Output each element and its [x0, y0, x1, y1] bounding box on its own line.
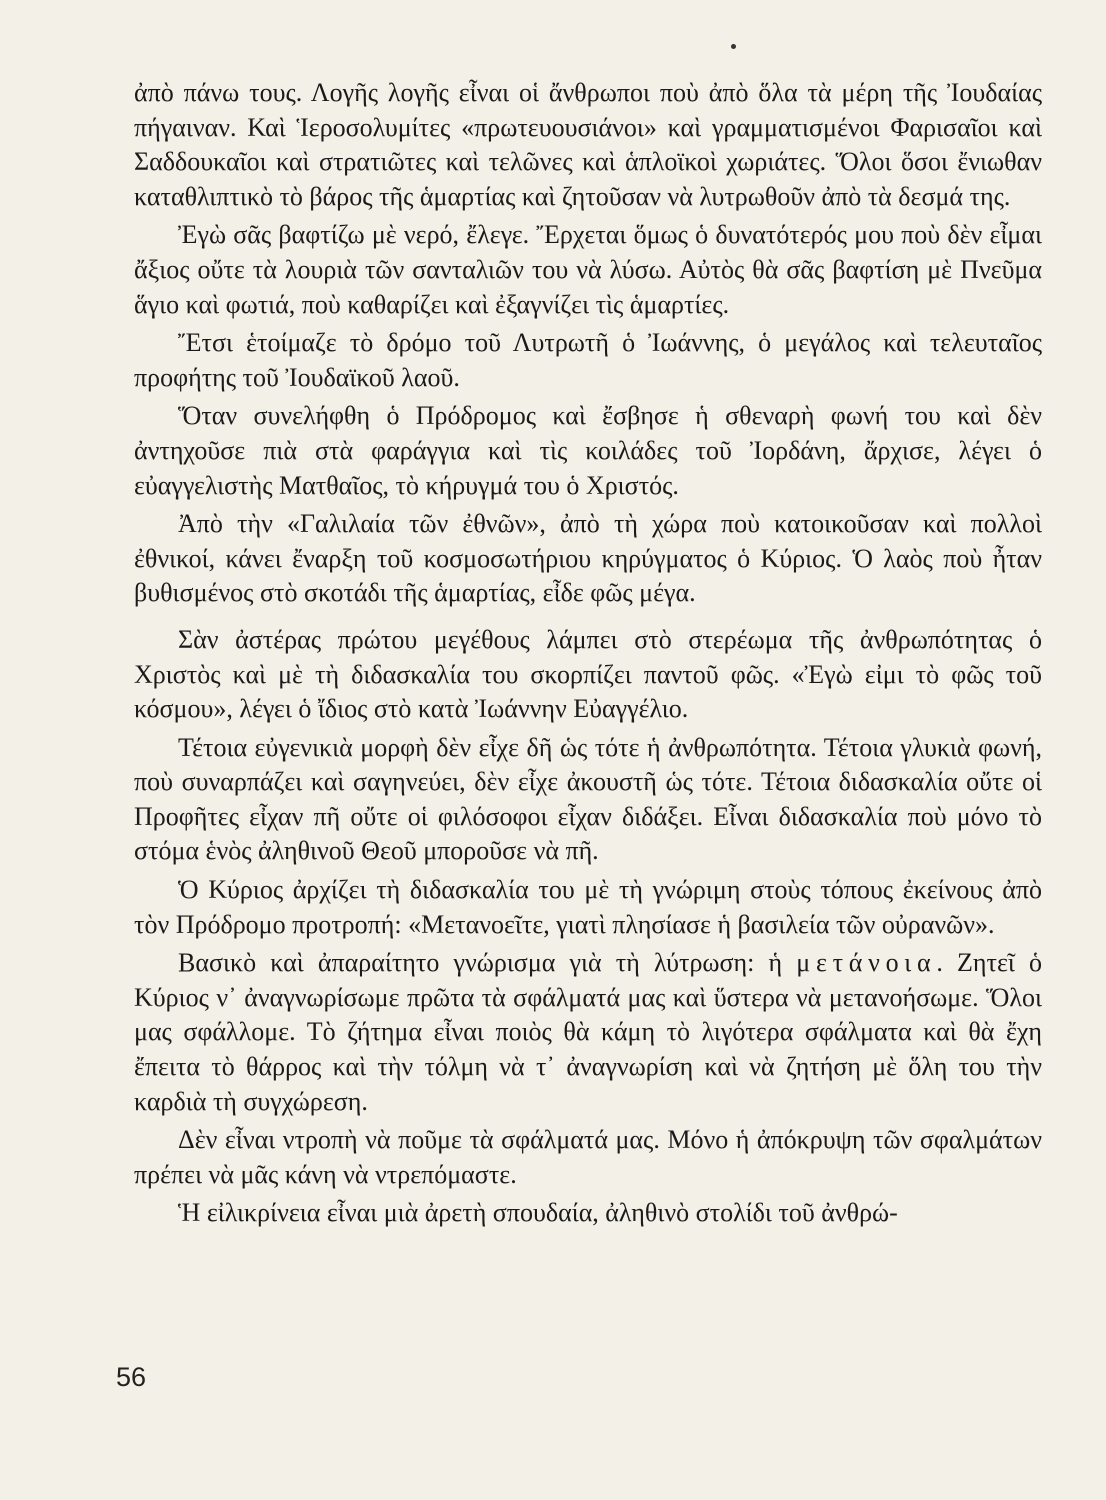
paragraph-3: Ἔτσι ἑτοίμαζε τὸ δρόμο τοῦ Λυτρωτῆ ὁ Ἰωάννης, ὁ μεγάλος καὶ τελευταῖος προφήτης τοῦ Ἰουδαϊκοῦ λαοῦ.: [134, 328, 1042, 392]
paragraph-10: Δὲν εἶναι ντροπὴ νὰ ποῦμε τὰ σφάλματά μας. Μόνο ἡ ἀπόκρυψη τῶν σφαλμάτων πρέπει νὰ μᾶς κάνη νὰ ντρεπόμαστε.: [134, 1125, 1042, 1189]
page-number: 56: [116, 1362, 147, 1392]
paragraph-8: Ὁ Κύριος ἀρχίζει τὴ διδασκαλία του μὲ τὴ γνώριμη στοὺς τόπους ἐκείνους ἀπὸ τὸν Πρόδρομο προτροπή: «Μετανοεῖτε, γιατὶ πλησίασε ἡ βασιλεία τῶν οὐρανῶν».: [134, 875, 1042, 939]
emphasized-word: μετάνοια: [796, 948, 937, 978]
paragraph-9: [134, 946, 1042, 1119]
paragraph-9-end: . Ζητεῖ ὁ Κύριος ν᾽ ἀναγνωρίσωμε πρῶτα τὰ σφάλματά μας καὶ ὕστερα νὰ μετανοήσωμε. Ὅλοι μας σφάλλομε. Τὸ ζήτημα εἶναι ποιὸς θὰ κάμη τὸ λιγότερα σφάλματα καὶ θὰ ἔχη ἔπειτα τὸ θάρρος καὶ τὴν τόλμη νὰ τ᾽ ἀναγνωρίση καὶ νὰ ζητήση μὲ ὅλη του τὴν καρδιὰ τὴ συγχώρεση.: [134, 948, 1043, 1116]
paragraph-9-start: Βασικὸ καὶ ἀπαραίτητο γνώρισμα γιὰ τὴ λύτρωση: ἡ: [178, 948, 797, 978]
paragraph-5: Ἀπὸ τὴν «Γαλιλαία τῶν ἐθνῶν», ἀπὸ τὴ χώρα ποὺ κατοικοῦσαν καὶ πολλοὶ ἐθνικοί, κάνει ἔναρξη τοῦ κοσμοσωτήριου κηρύγματος ὁ Κύριος. Ὁ λαὸς ποὺ ἦταν βυθισμένος στὸ σκοτάδι τῆς ἁμαρτίας, εἶδε φῶς μέγα.: [134, 509, 1042, 608]
paragraph-2: Ἐγὼ σᾶς βαφτίζω μὲ νερό, ἔλεγε. Ἔρχεται ὅμως ὁ δυνατότερός μου ποὺ δὲν εἶμαι ἄξιος οὔτε τὰ λουριὰ τῶν σανταλιῶν του νὰ λύσω. Αὐτὸς θὰ σᾶς βαφτίση μὲ Πνεῦμα ἅγιο καὶ φωτιά, ποὺ καθαρίζει καὶ ἐξαγνίζει τὶς ἁμαρτίες.: [134, 220, 1042, 319]
paragraph-4: Ὅταν συνελήφθη ὁ Πρόδρομος καὶ ἔσβησε ἡ σθεναρὴ φωνή του καὶ δὲν ἀντηχοῦσε πιὰ στὰ φαράγγια καὶ τὶς κοιλάδες τοῦ Ἰορδάνη, ἄρχισε, λέγει ὁ εὐαγγελιστὴς Ματθαῖος, τὸ κήρυγμά του ὁ Χριστός.: [134, 401, 1042, 500]
ink-speck: [731, 44, 736, 49]
paragraph-6: Σὰν ἀστέρας πρώτου μεγέθους λάμπει στὸ στερέωμα τῆς ἀνθρωπότητας ὁ Χριστὸς καὶ μὲ τὴ διδασκαλία του σκορπίζει παντοῦ φῶς. «Ἐγὼ εἰμι τὸ φῶς τοῦ κόσμου», λέγει ὁ ἴδιος στὸ κατὰ Ἰωάννην Εὐαγγέλιο.: [134, 624, 1042, 724]
paragraph-7: Τέτοια εὐγενικιὰ μορφὴ δὲν εἶχε δῆ ὡς τότε ἡ ἀνθρωπότητα. Τέτοια γλυκιὰ φωνή, ποὺ συναρπάζει καὶ σαγηνεύει, δὲν εἶχε ἀκουστῆ ὡς τότε. Τέτοια διδασκαλία οὔτε οἱ Προφῆτες εἶχαν πῆ οὔτε οἱ φιλόσοφοι εἶχαν διδάξει. Εἶναι διδασκαλία ποὺ μόνο τὸ στόμα ἑνὸς ἀληθινοῦ Θεοῦ μποροῦσε νὰ πῆ.: [134, 732, 1042, 866]
paragraph-1: ἀπὸ πάνω τους. Λογῆς λογῆς εἶναι οἱ ἄνθρωποι ποὺ ἀπὸ ὅλα τὰ μέρη τῆς Ἰουδαίας πήγαιναν. Καὶ Ἱεροσολυμίτες «πρωτευουσιάνοι» καὶ γραμματισμένοι Φαρισαῖοι καὶ Σαδδουκαῖοι καὶ στρατιῶτες καὶ τελῶνες καὶ ἁπλοϊκοὶ χωριάτες. Ὅλοι ὅσοι ἔνιωθαν καταθλιπτικὸ τὸ βάρος τῆς ἁμαρτίας καὶ ζητοῦσαν νὰ λυτρωθοῦν ἀπὸ τὰ δεσμά της.: [134, 78, 1042, 211]
paragraph-11: Ἡ εἰλικρίνεια εἶναι μιὰ ἀρετὴ σπουδαία, ἀληθινὸ στολίδι τοῦ ἀνθρώ-: [178, 1198, 898, 1228]
page-body: [134, 76, 1042, 1235]
